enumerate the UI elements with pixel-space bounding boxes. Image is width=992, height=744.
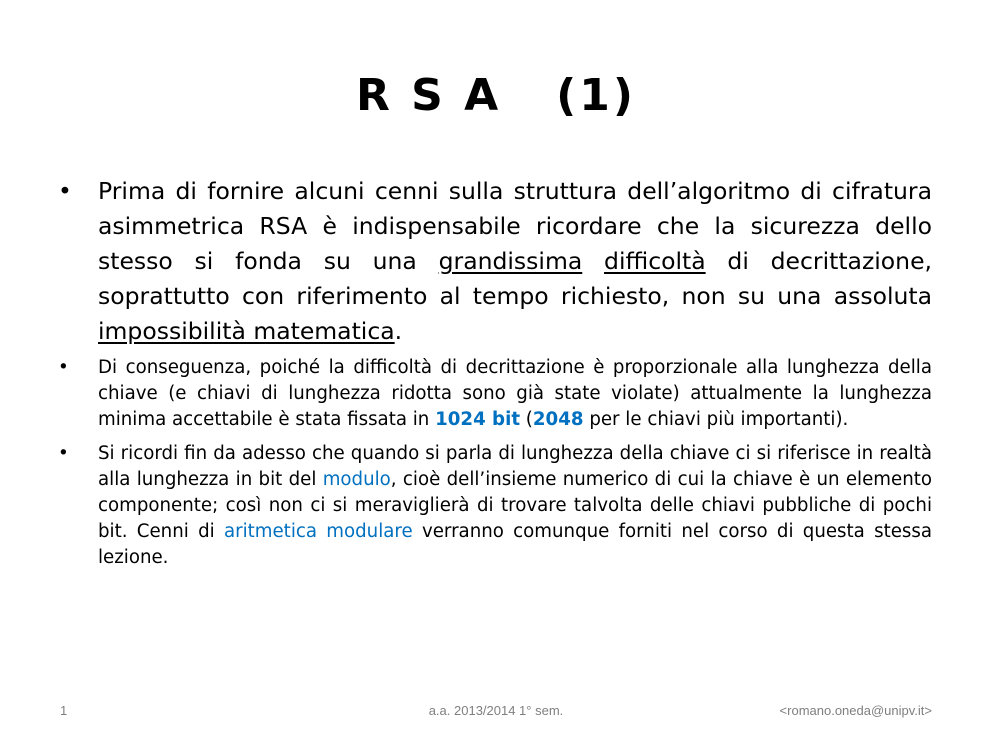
footer-date: a.a. 2013/2014 1° sem. xyxy=(428,703,564,718)
bullet-dot-icon: • xyxy=(58,357,69,378)
underlined-term: impossibilità matematica xyxy=(98,317,395,345)
highlight-value: 2048 xyxy=(532,409,584,430)
slide-title: R S A (1) xyxy=(355,70,637,121)
modulo-link[interactable]: modulo xyxy=(322,469,391,490)
underlined-term: grandissima xyxy=(438,247,583,275)
bullet-1: • Prima di fornire alcuni cenni sulla struttura dell’algoritmo di cifratura asimmetrica RSA è indispensabile ricordare che la sicurezza dello stesso si fonda su una grandissima difficoltà di decrittazione, soprattutto con riferimento al tempo richiesto, non su una assoluta impossibilità matematica. xyxy=(58,174,932,349)
underlined-term: difficoltà xyxy=(604,247,706,275)
bullet-dot-icon: • xyxy=(58,177,72,205)
bullet-3: • Si ricordi fin da adesso che quando si parla di lunghezza della chiave ci si riferisce in realtà alla lunghezza in bit del modulo, cioè dell’insieme numerico di cui la chiave è un elemento componente; così non ci si meraviglierà di trovare talvolta delle chiavi pubbliche di pochi bit. Cenni di aritmetica modulare verranno comunque forniti nel corso di questa stessa lezione. xyxy=(58,443,932,568)
aritmetica-modulare-link[interactable]: aritmetica modulare xyxy=(223,521,413,542)
bullet-2-text: Di conseguenza, poiché la difficoltà di decrittazione è proporzionale alla lunghezza della chiave (e chiavi di lunghezza ridotta sono già state violate) attualmente la lunghezza minima accettabile è stata fissata in xyxy=(98,357,932,430)
highlight-value: 1024 bit xyxy=(435,409,521,430)
bullet-3-text: Si ricordi fin da adesso che quando si parla di lunghezza della chiave ci si riferisce in realtà alla lunghezza in bit del xyxy=(98,443,932,490)
bullet-2: • Di conseguenza, poiché la difficoltà di decrittazione è proporzionale alla lunghezza della chiave (e chiavi di lunghezza ridotta sono già state violate) attualmente la lunghezza minima accettabile è stata fissata in 1024 bit (2048 per le chiavi più importanti). xyxy=(58,357,932,430)
bullet-dot-icon: • xyxy=(58,443,69,464)
bullet-1-text: Prima di fornire alcuni cenni sulla struttura dell’algoritmo di cifratura asimmetrica RSA è indispensabile ricordare che la sicurezza dello stesso si fonda su una xyxy=(98,177,932,275)
slide-content xyxy=(58,174,932,579)
footer-page-number: 1 xyxy=(60,703,68,718)
footer-email: <romano.oneda@unipv.it> xyxy=(779,703,932,718)
